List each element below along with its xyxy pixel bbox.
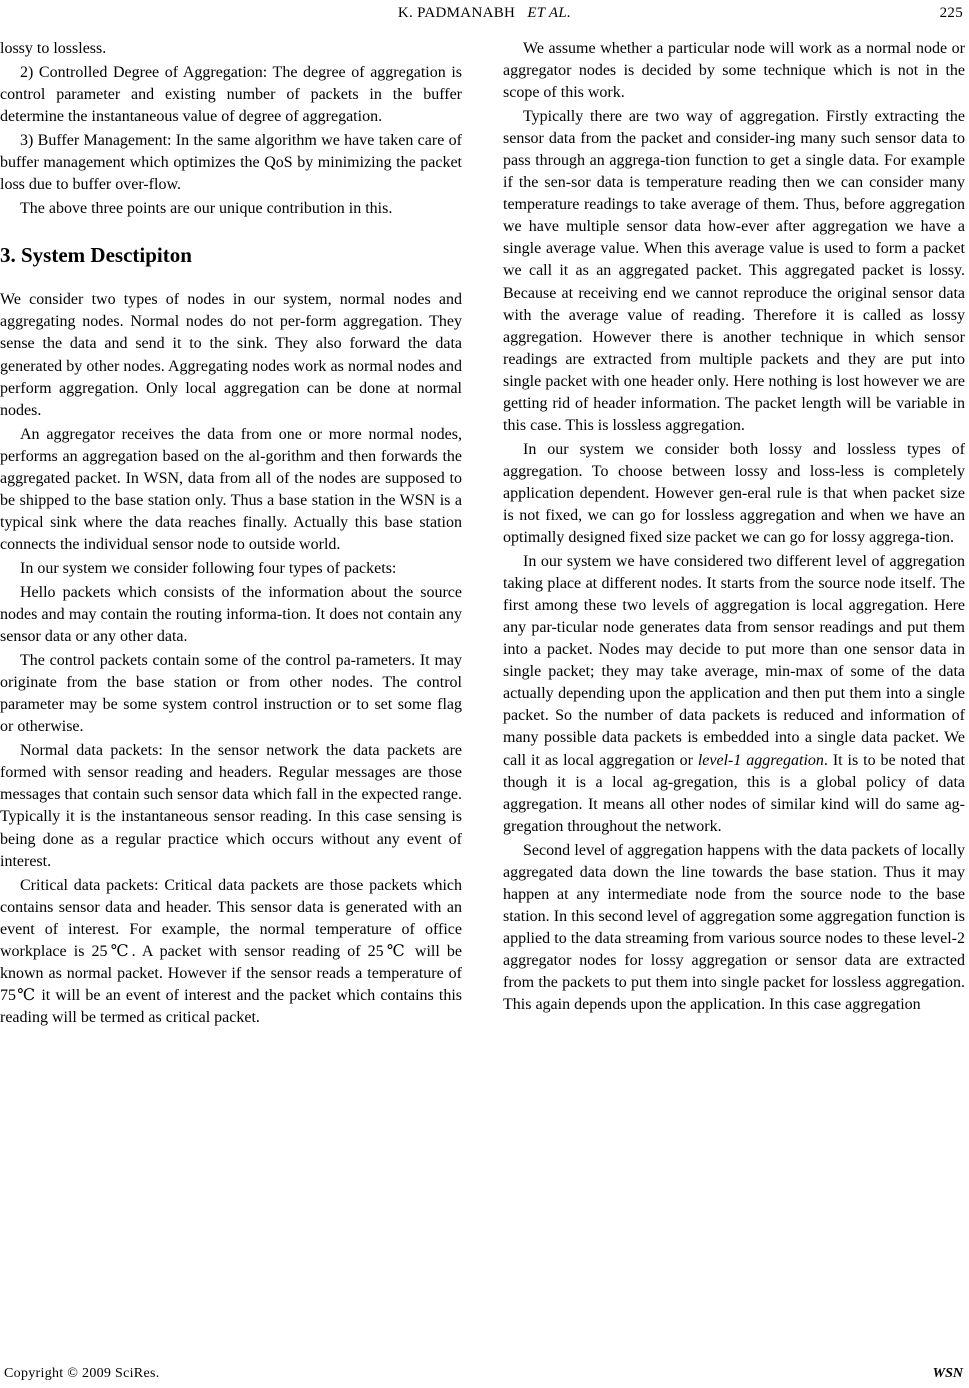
paragraph: An aggregator receives the data from one or more normal nodes, performs an aggregation based on the al-gorithm and then forwards the aggregated packet. In WSN, data from all of the nodes are supposed to be shipped to the base station only. Thus a base station in the WSN is a typical sink where the data reaches finally. Actually this base station connects the individual sensor node to outside world. — [0, 425, 462, 553]
paragraph: 3) Buffer Management: In the same algorithm we have taken care of buffer management which optimizes the QoS by minimizing the packet loss due to buffer over-flow. — [0, 132, 462, 194]
paragraph: The control packets contain some of the control pa-rameters. It may originate from the base station or from other nodes. The control parameter may be some system control instruction or to set some flag or otherwise. — [0, 652, 462, 736]
emphasis-term: level-1 aggregation — [697, 751, 824, 769]
paragraph: Normal data packets: In the sensor network the data packets are formed with sensor reading and headers. Regular messages are those messages that contain such sensor data which fall in the expected range. Typically it is the instantaneous sensor reading. In this case sensing is being done as a regular practice which occurs without any event of interest. — [0, 742, 462, 870]
page-number: 225 — [939, 5, 963, 21]
paragraph: We assume whether a particular node will work as a normal node or aggregator nodes is decided by some technique which is not in the scope of this work. — [503, 40, 965, 102]
paragraph: Typically there are two way of aggregation. Firstly extracting the sensor data from the packet and consider-ing many such sensor data to pass through an aggrega-tion function to get a single data. For example if the sen-sor data is temperature reading then we can consider many temperature readings to take average of them. Thus, before aggregation we have multiple sensor data how-ever after aggregation we have a single average value. When this average value is used to form a packet we call it as an aggregated packet. This aggregated packet is lossy. Because at receiving end we cannot reproduce the original sensor data with the average value of reading. Therefore it is called as lossy aggregation. However there is another technique in which sensor readings are extracted from multiple packets and they are put into single packet with one header only. Here nothing is lost however we are getting rid of header information. The packet length will be variable in this case. This is lossless aggregation. — [503, 108, 965, 434]
text-run: In our system we have considered two different level of aggregation taking place at different nodes. It starts from the source node itself. The first among these two levels of aggregation is local aggregation. Here any par-ticular node generates data from sensor readings and put them into a packet. Nodes may decide to put more than one sensor data in single packet; they may take average, min-max of some of the data actually depending upon the application and then put them into a single packet. So the number of data packets is reduced and information of many possible data packets is embedded into a single data packet. We call it as local aggregation or — [503, 553, 965, 769]
paragraph — [503, 551, 965, 838]
paragraph: Hello packets which consists of the information about the source nodes and may contain the routing informa-tion. It does not contain any sensor data or any other data. — [0, 583, 462, 646]
header-authors — [0, 3, 969, 23]
et-al: ET AL. — [527, 5, 572, 21]
author-name: K. PADMANABH — [397, 5, 516, 21]
paragraph: Second level of aggregation happens with the data packets of locally aggregated data down the line towards the base station. Thus it may happen at any intermediate node from the source node to the base station. In this second level of aggregation some aggregation function is applied to the data streaming from various source nodes to these level-2 aggregator nodes for lossy aggregation or sensor data are extracted from the packets to put them into single packet for lossless aggregation. This again depends upon the application. In this case aggregation — [503, 841, 965, 1014]
section-heading: 3. System Desctipiton — [0, 243, 192, 268]
paragraph: The above three points are our unique contribution in this. — [20, 200, 393, 218]
paragraph: We consider two types of nodes in our system, normal nodes and aggregating nodes. Normal nodes do not per-form aggregation. They sense the data and send it to the sink. They also forward the data generated by other nodes. Aggregating nodes work as normal nodes and perform aggregation. Only local aggregation can be done at normal nodes. — [0, 291, 462, 419]
paragraph: In our system we consider both lossy and lossless types of aggregation. To choose between lossy and loss-less is completely application dependent. However gen-eral rule is that when packet size is not fixed, we can go for lossless aggregation and when we have an optimally designed fixed size packet we can go for lossy aggrega-tion. — [503, 440, 965, 547]
left-column — [0, 38, 462, 1031]
copyright-notice: Copyright © 2009 SciRes. — [4, 1366, 160, 1381]
text-run: . It is to be noted that though it is a local ag-gregation, this is a global policy of data aggregation. It means all other nodes of similar kind will do same ag-gregation throughout the network. — [503, 751, 965, 835]
running-header — [0, 3, 969, 25]
journal-name: WSN — [932, 1366, 963, 1381]
paragraph: Critical data packets: Critical data packets are those packets which contains sensor data and header. This sensor data is generated with an event of interest. For example, the normal temperature of office workplace is 25℃. A packet with sensor reading of 25℃ will be known as normal packet. However if the sensor reads a temperature of 75℃ it will be an event of interest and the packet which contains this reading will be termed as critical packet. — [0, 876, 462, 1026]
paragraph: In our system we consider following four types of packets: — [20, 559, 397, 577]
paragraph: 2) Controlled Degree of Aggregation: The degree of aggregation is control parameter and existing number of packets in the buffer determine the instantaneous value of degree of aggregation. — [0, 64, 462, 126]
paragraph: lossy to lossless. — [0, 40, 107, 57]
right-column — [503, 38, 965, 1018]
